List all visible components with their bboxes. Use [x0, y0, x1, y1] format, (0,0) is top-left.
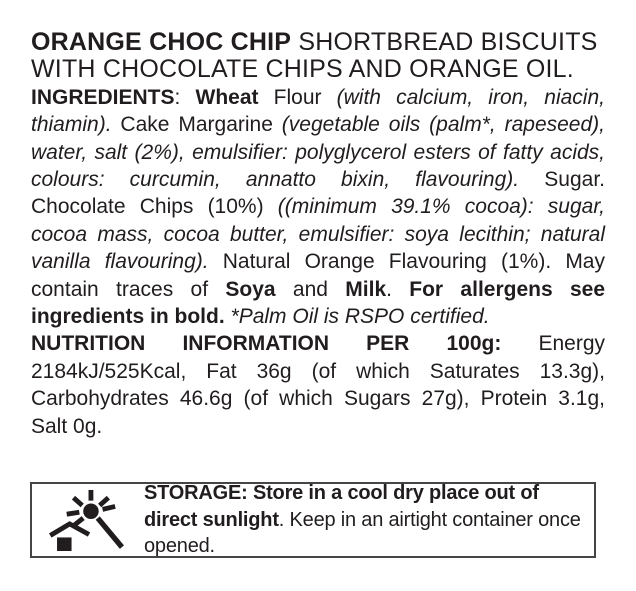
text-run: :: [174, 85, 196, 109]
text-run: Milk: [345, 277, 387, 301]
text-run: *Palm Oil is RSPO certified.: [230, 305, 490, 329]
text-run: Flour: [258, 85, 337, 109]
text-run: ORANGE CHOC CHIP: [31, 28, 292, 56]
text-run: Cake Margarine: [111, 113, 282, 137]
text-run: (with calcium, iron, niacin, thiamin).: [31, 85, 605, 137]
text-run: and: [275, 277, 346, 301]
ingredients-paragraph: [31, 84, 605, 331]
text-run: SHORTBREAD BISCUITS WITH CHOCOLATE CHIPS AND ORANGE OIL.: [31, 28, 598, 84]
text-run: Wheat: [195, 85, 259, 109]
text-run: INGREDIENTS: [31, 85, 175, 109]
text-run: For allergens see ingredients in bold.: [31, 277, 606, 329]
text-run: STORAGE: Store in a cool dry place out of direct sunlight: [144, 482, 539, 531]
text-run: Energy 2184kJ/525Kcal, Fat 36g (of which Saturates 13.3g), Carbohydrates 46.6g (of which Sugars 27g), Protein 3.1g, Salt 0g.: [31, 332, 606, 438]
text-run: ((minimum 39.1% cocoa): sugar, cocoa mass, cocoa butter, emulsifier: soya lecithin; natural vanilla flavouring).: [31, 195, 605, 274]
text-run: Natural Orange Flavouring (1%). May contain traces of: [31, 250, 605, 301]
storage-box: [30, 482, 596, 558]
text-run: (vegetable oils (palm*, rapeseed), water, salt (2%), emulsifier: polyglycerol esters of fatty acids, colours: curcumin, annatto bixin, flavouring).: [31, 113, 605, 192]
text-run: Soya: [225, 277, 276, 301]
nutrition-paragraph: [31, 330, 605, 440]
text-run: NUTRITION INFORMATION PER 100g:: [31, 332, 502, 356]
text-run: .: [386, 277, 410, 301]
keep-away-from-sunlight-icon: [44, 489, 134, 551]
text-run: Sugar. Chocolate Chips (10%): [31, 168, 605, 219]
storage-instructions: [144, 480, 588, 560]
product-title: [31, 29, 605, 84]
text-run: . Keep in an airtight container once opened.: [144, 508, 581, 558]
